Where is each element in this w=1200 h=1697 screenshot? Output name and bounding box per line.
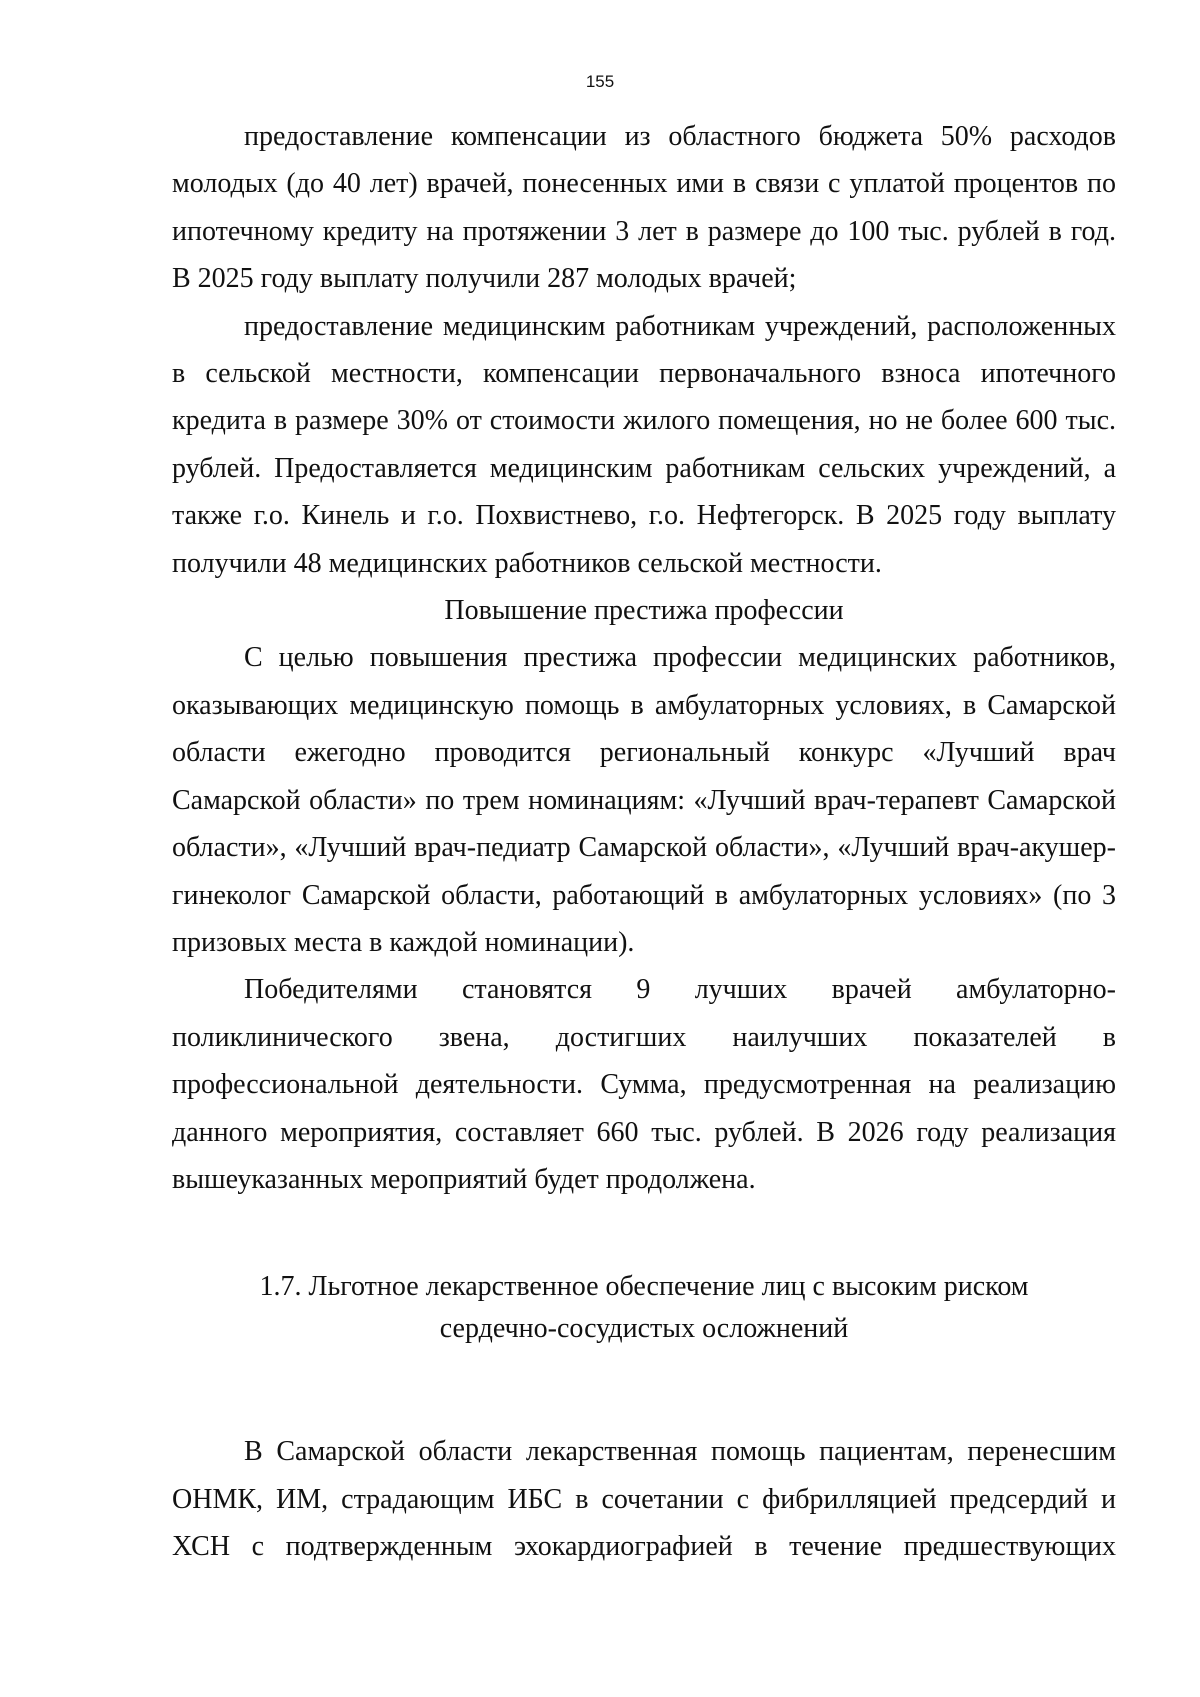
- paragraph-rural-down-payment-compensation: предоставление медицинским работникам учреждений, расположенных в сельской местности, компенсации первоначального взноса ипотечного кредита в размере 30% от стоимости жилого помещения, но не более 600 тыс. рублей. Предоставляется медицинским работникам сельских учреждений, а также г.о. Кинель и г.о. Похвистнево, г.о. Нефтегорск. В 2025 году выплату получили 48 медицинских работников сельской местности.: [172, 310, 1116, 579]
- paragraph-mortgage-interest-compensation: предоставление компенсации из областного бюджета 50% расходов молодых (до 40 лет) врачей, понесенных ими в связи с уплатой процентов по ипотечному кредиту на протяжении 3 лет в размере до 100 тыс. рублей в год. В 2025 году выплату получили 287 молодых врачей;: [172, 121, 1116, 295]
- paragraph-best-doctor-contest: С целью повышения престижа профессии медицинских работников, оказывающих медицинскую помощь в амбулаторных условиях, в Самарской области ежегодно проводится региональный конкурс «Лучший врач Самарской области» по трем номинациям: «Лучший врач-терапевт Самарской области», «Лучший врач-педиатр Самарской области», «Лучший врач-акушер-гинеколог Самарской области, работающий в амбулаторных условиях» (по 3 призовых места в каждой номинации).: [172, 642, 1116, 958]
- section-heading-line-2: сердечно-сосудистых осложнений: [439, 1313, 849, 1345]
- document-body: [172, 113, 1116, 1571]
- section-heading-line-1: 1.7. Льготное лекарственное обеспечение лиц с высоким риском: [259, 1271, 1029, 1303]
- section-heading: [172, 1266, 1116, 1350]
- paragraph-drug-provision: В Самарской области лекарственная помощь пациентам, перенесшим ОНМК, ИМ, страдающим ИБС в сочетании с фибрилляцией предсердий и ХСН с подтвержденным эхокардиографией в течение предшествующих: [172, 1436, 1116, 1563]
- section-spacer: [172, 1350, 1116, 1428]
- paragraph-contest-winners: Победителями становятся 9 лучших врачей амбулаторно-поликлинического звена, достигших наилучших показателей в профессиональной деятельности. Сумма, предусмотренная на реализацию данного мероприятия, составляет 660 тыс. рублей. В 2026 году реализация вышеуказанных мероприятий будет продолжена.: [172, 974, 1116, 1195]
- page-number: 155: [585, 72, 615, 91]
- subheading-prestige: Повышение престижа профессии: [444, 595, 844, 627]
